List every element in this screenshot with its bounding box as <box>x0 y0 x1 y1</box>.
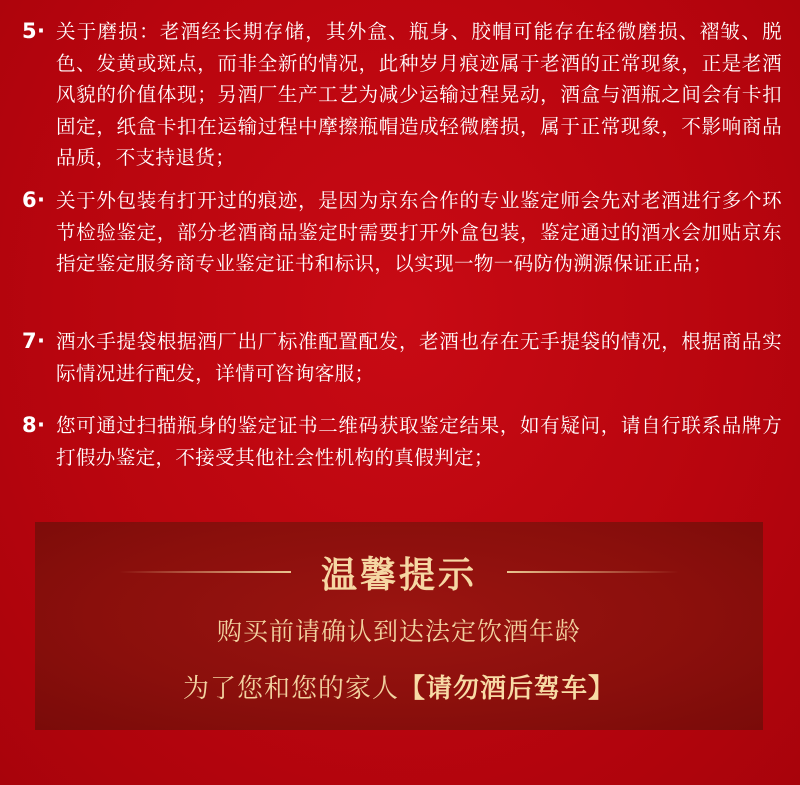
drink-drive-emphasis: 【请勿酒后驾车】 <box>399 674 616 704</box>
note-item-5 <box>22 16 782 174</box>
age-reminder-text: 购买前请确认到达法定饮酒年龄 <box>216 617 581 646</box>
drink-drive-reminder <box>35 668 763 705</box>
note-item-8 <box>22 410 782 473</box>
note-number: 6· <box>22 188 46 212</box>
tip-title: 温馨提示 <box>320 554 477 596</box>
note-item-7 <box>22 326 782 389</box>
note-text: 关于磨损：老酒经长期存储，其外盒、瓶身、胶帽可能存在轻微磨损、褶皱、脱色、发黄或斑点，而非全新的情况，此种岁月痕迹属于老酒的正常现象，正是老酒风貌的价值体现；另酒厂生产工艺为减少运输过程晃动，酒盒与酒瓶之间会有卡扣固定，纸盒卡扣在运输过程中摩擦瓶帽造成轻微磨损，属于正常现象，不影响商品品质，不支持退货； <box>56 20 782 169</box>
note-number: 7· <box>22 329 46 353</box>
decorative-line-right <box>507 571 679 573</box>
note-number: 8· <box>22 413 46 437</box>
note-number: 5· <box>22 19 46 43</box>
warm-tip-box <box>35 522 763 730</box>
drink-drive-prefix: 为了您和您的家人 <box>182 674 399 704</box>
decorative-line-left <box>119 571 291 573</box>
note-text: 您可通过扫描瓶身的鉴定证书二维码获取鉴定结果，如有疑问，请自行联系品牌方打假办鉴定，不接受其他社会性机构的真假判定； <box>56 414 782 469</box>
tip-title-row <box>35 548 763 596</box>
note-item-6 <box>22 185 782 280</box>
note-text: 关于外包装有打开过的痕迹，是因为京东合作的专业鉴定师会先对老酒进行多个环节检验鉴定，部分老酒商品鉴定时需要打开外盒包装，鉴定通过的酒水会加贴京东指定鉴定服务商专业鉴定证书和标识，以实现一物一码防伪溯源保证正品； <box>56 189 782 275</box>
note-text: 酒水手提袋根据酒厂出厂标准配置配发，老酒也存在无手提袋的情况，根据商品实际情况进行配发，详情可咨询客服； <box>56 330 782 385</box>
